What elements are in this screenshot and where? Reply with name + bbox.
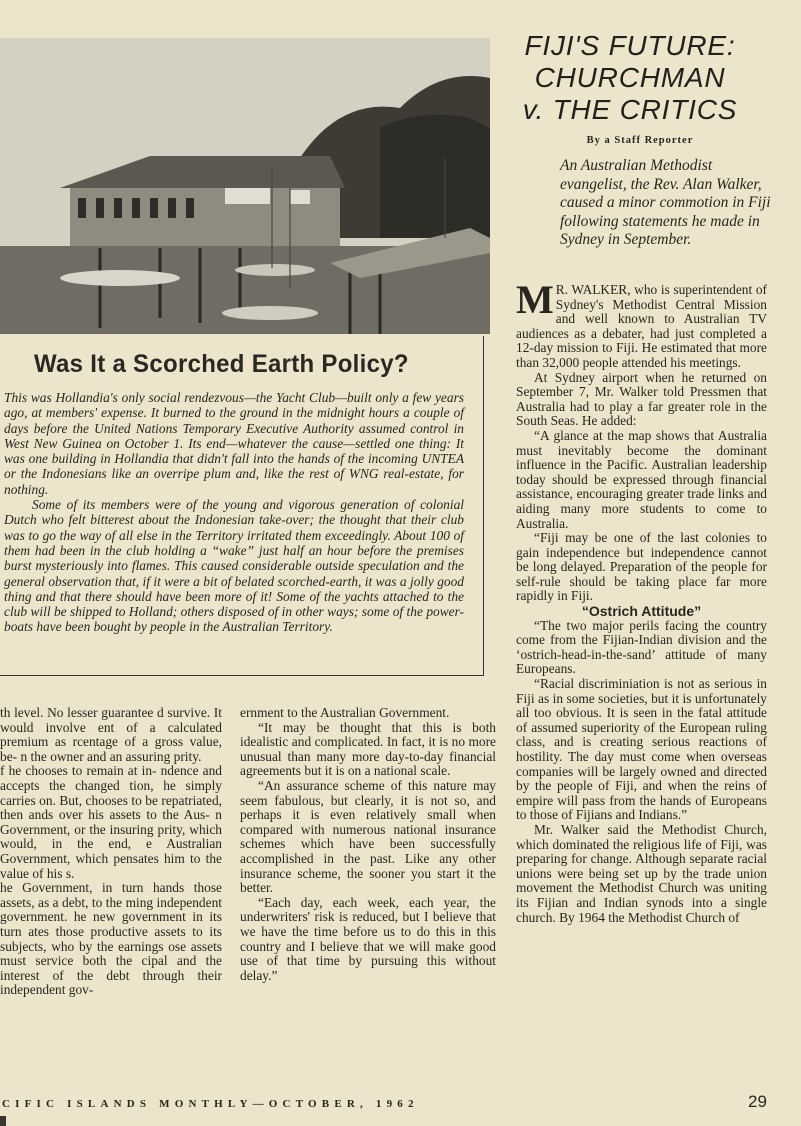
headline-line: FIJI'S FUTURE: <box>524 30 736 61</box>
column-paragraph: ernment to the Australian Government. <box>240 705 450 720</box>
page-footer <box>0 1092 801 1114</box>
article-paragraph: “A glance at the map shows that Australia must inevitably become the dominant influence in the Pacific. Australian leadership today should be expressed through financial assistance, encouraging greater trade links and aiding many more students to come to Australia. <box>516 427 767 531</box>
running-title: CIFIC ISLANDS MONTHLY—OCTOBER, 1962 <box>2 1098 419 1110</box>
yacht-club-photo <box>0 38 490 334</box>
drop-cap: M <box>516 277 554 322</box>
page-edge-mark <box>0 1116 6 1126</box>
caption-title: Was It a Scorched Earth Policy? <box>34 350 409 378</box>
article-column-right <box>516 277 767 925</box>
column-paragraph: f he chooses to remain at in- ndence and accepts the changed tion, he simply carries on. But, chooses to be repatriated, then ands over his assets to the Aus- n Government, or the insuring prity, which would, in the end, e Australian Government, which pensates him to the value of his s. <box>0 763 222 881</box>
article-paragraph: Mr. Walker said the Methodist Church, which dominated the religious life of Fiji, was preparing for change. Although separate racial unions were being set up by the trade union movement the Methodist Church was uniting its Fijian and Indian synods into a single church. By 1964 the Methodist Church of <box>516 821 767 925</box>
article-headline <box>520 30 740 126</box>
article-paragraph: “The two major perils facing the country come from the Fijian-Indian division and the ‘ostrich-head-in-the-sand’ attitude of many Europeans. <box>516 617 767 677</box>
column-paragraph: “An assurance scheme of this nature may seem fabulous, but clearly, it is not so, and perhaps it is even relatively small when compared with numerous national insurance schemes which have been successfully accomplished in the past. Like any other insurance scheme, the sooner you start it the better. <box>240 777 496 896</box>
article-paragraph: At Sydney airport when he returned on September 7, Mr. Walker told Pressmen that Australia had to play a far greater role in the South Seas. He added: <box>516 369 767 429</box>
headline-line: CHURCHMAN <box>534 62 726 93</box>
caption-paragraph: Some of its members were of the young and vigorous generation of colonial Dutch who felt bitterest about the Indonesian take-over; the thought that their club was to go the way of all else in the Territory irritated them exceedingly. About 100 of them had been in the club holding a “wake” just half an hour before the premises burst mysteriously into flames. This caused considerable outside speculation and the general observation that, if it were a bit of belated scorched-earth, it was a jolly good thing and that there should have been more of it! Some of the yachts attached to the club will be shipped to Holland; others disposed of in other ways; some of the power-boats have been bought by people in the Australian Territory. <box>4 497 464 635</box>
photo-caption <box>4 390 464 635</box>
article-column-left <box>0 706 222 998</box>
article-column-middle <box>240 706 496 983</box>
article-intro: An Australian Methodist evangelist, the Rev. Alan Walker, caused a minor commotion in Fiji following statements he made in Sydney in September. <box>560 157 771 249</box>
byline: By a Staff Reporter <box>586 135 694 146</box>
column-paragraph: he Government, in turn hands those assets, as a debt, to the ming independent government. he new government in its turn ates those productive assets to its subjects, who by the earnings ose assets must service both the cipal and the interest of the debt through their independent gov- <box>0 880 222 998</box>
article-paragraph: “Racial discriminiation is not as serious in Fiji as in some societies, but it is unfortunately all too obvious. It is seen in the fatal attitude of assumed superiority of the European ruling class, and is creating serious reactions of hostility. The day must come when overseas companies will be largely owned and directed by the people of Fiji, and when the reins of empire will pass from the hands of Europeans to those of Fijians and Indians.” <box>516 676 767 823</box>
column-paragraph: “It may be thought that this is both idealistic and complicated. In fact, it is no more unusual than many more day-to-day financial agreements but it is on a national scale. <box>240 719 496 779</box>
yacht-club-photo-image <box>0 38 490 334</box>
page-number: 29 <box>748 1092 767 1111</box>
article-subhead: “Ostrich Attitude” <box>581 603 702 620</box>
article-paragraph: “Fiji may be one of the last colonies to gain independence but independence cannot be long delayed. Preparation of the people for self-rule should be taking place far more rapidly in Fiji. <box>516 530 767 604</box>
column-paragraph: “Each day, each week, each year, the underwriters' risk is reduced, but I believe that we have the time before us to do this in this country and I believe that we will make good use of that time by pursuing this without delay.” <box>240 894 496 983</box>
caption-paragraph: This was Hollandia's only social rendezvous—the Yacht Club—built only a few years ago, at members' expense. It burned to the ground in the midnight hours a couple of days before the United Nations Temporary Executive Authority assumed control in West New Guinea on October 1. Its end—whatever the cause—settled one thing: It was one building in Hollandia that didn't fall into the hands of the incoming UNTEA or the Indonesians like an overripe plum and, like the rest of WNG real-estate, for nothing. <box>4 390 464 497</box>
column-paragraph: th level. No lesser guarantee d survive. It would involve ent of a calculated premium as rcentage of a gross value, be- n the owner and an assuring prity. <box>0 705 222 764</box>
article-paragraph: M R. WALKER, who is superintendent of Sydney's Methodist Central Mission and well known to Australian TV audiences as a debater, had just completed a 12-day mission to Fiji. He estimated that more than 32,000 people attended his meetings. <box>516 277 767 370</box>
headline-line: v. THE CRITICS <box>522 94 738 125</box>
